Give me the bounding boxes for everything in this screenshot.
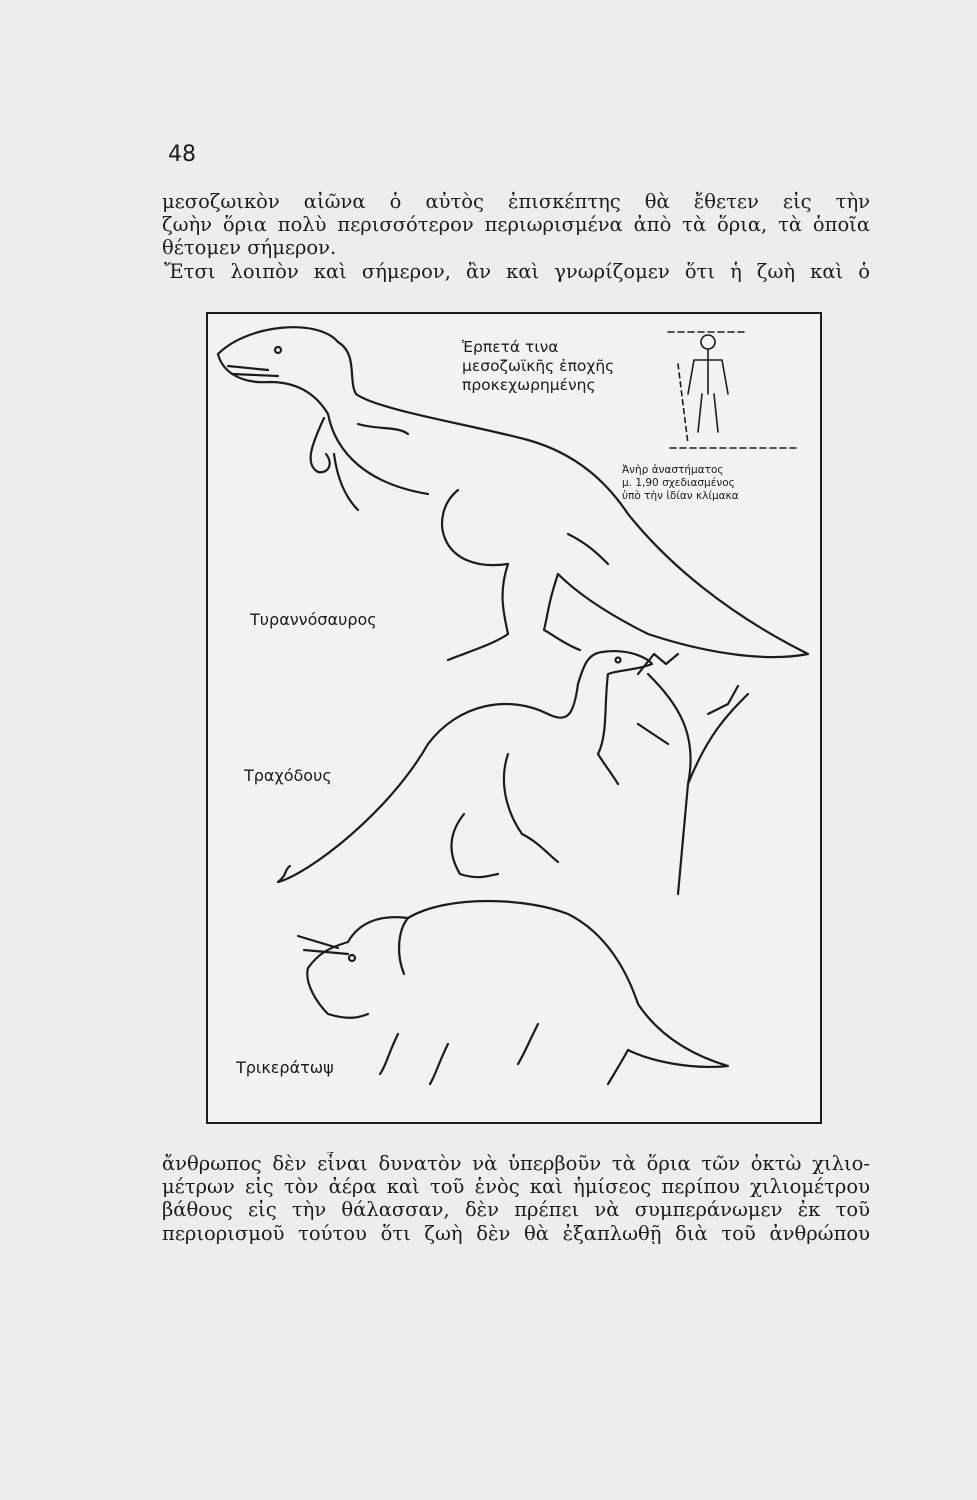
trachodon-drawing	[278, 651, 748, 894]
text-line: ἄνθρωπος δὲν εἶναι δυνατὸν νὰ ὑπερβοῦν τὰ ὅρια τῶν ὀκτὼ χιλιο-	[162, 1152, 870, 1175]
scale-note-line: μ. 1,90 σχεδιασμένος	[622, 477, 735, 489]
text-line: περιορισμοῦ τούτου ὅτι ζωὴ δὲν θὰ ἐξαπλωθῇ διὰ τοῦ ἀνθρώπου	[162, 1221, 870, 1245]
dinosaur-figure	[206, 312, 822, 1124]
human-scale-drawing	[668, 332, 798, 448]
figure-title-line: προκεχωρημένης	[462, 376, 596, 394]
label-triceratops: Τρικεράτωψ	[236, 1058, 334, 1077]
paragraph-top	[162, 190, 870, 283]
text-line: μέτρων εἰς τὸν ἀέρα καὶ τοῦ ἑνὸς καὶ ἡμίσεος περίπου χιλιομέτρου	[162, 1175, 870, 1199]
text-line: ζωὴν ὅρια πολὺ περισσότερον περιωρισμένα ἀπὸ τὰ ὅρια, τὰ ὁποῖα	[162, 213, 870, 237]
scale-note	[622, 464, 739, 503]
triceratops-drawing	[298, 901, 728, 1084]
text-line: Ἔτσι λοιπὸν καὶ σήμερον, ἂν καὶ γνωρίζομεν ὅτι ἡ ζωὴ καὶ ὁ	[164, 259, 870, 283]
label-trachodon: Τραχόδους	[244, 766, 332, 785]
text-line: μεσοζωικὸν αἰῶνα ὁ αὐτὸς ἐπισκέπτης θὰ ἔθετεν εἰς τὴν	[162, 190, 870, 213]
scale-note-line: Ἀνὴρ ἀναστήματος	[622, 464, 724, 476]
paragraph-bottom	[162, 1152, 870, 1245]
text-line: θέτομεν σήμερον.	[162, 236, 337, 260]
figure-title	[462, 338, 614, 395]
figure-illustration	[208, 314, 820, 1122]
scale-note-line: ὑπὸ τὴν ἰδίαν κλίμακα	[622, 490, 739, 502]
page-number: 48	[168, 142, 196, 167]
figure-title-line: Ἑρπετά τινα	[462, 338, 559, 356]
label-tyrannosaurus: Τυραννόσαυρος	[250, 610, 377, 629]
figure-title-line: μεσοζωϊκῆς ἐποχῆς	[462, 357, 615, 375]
text-line: βάθους εἰς τὴν θάλασσαν, δὲν πρέπει νὰ συμπεράνωμεν ἐκ τοῦ	[162, 1198, 870, 1222]
